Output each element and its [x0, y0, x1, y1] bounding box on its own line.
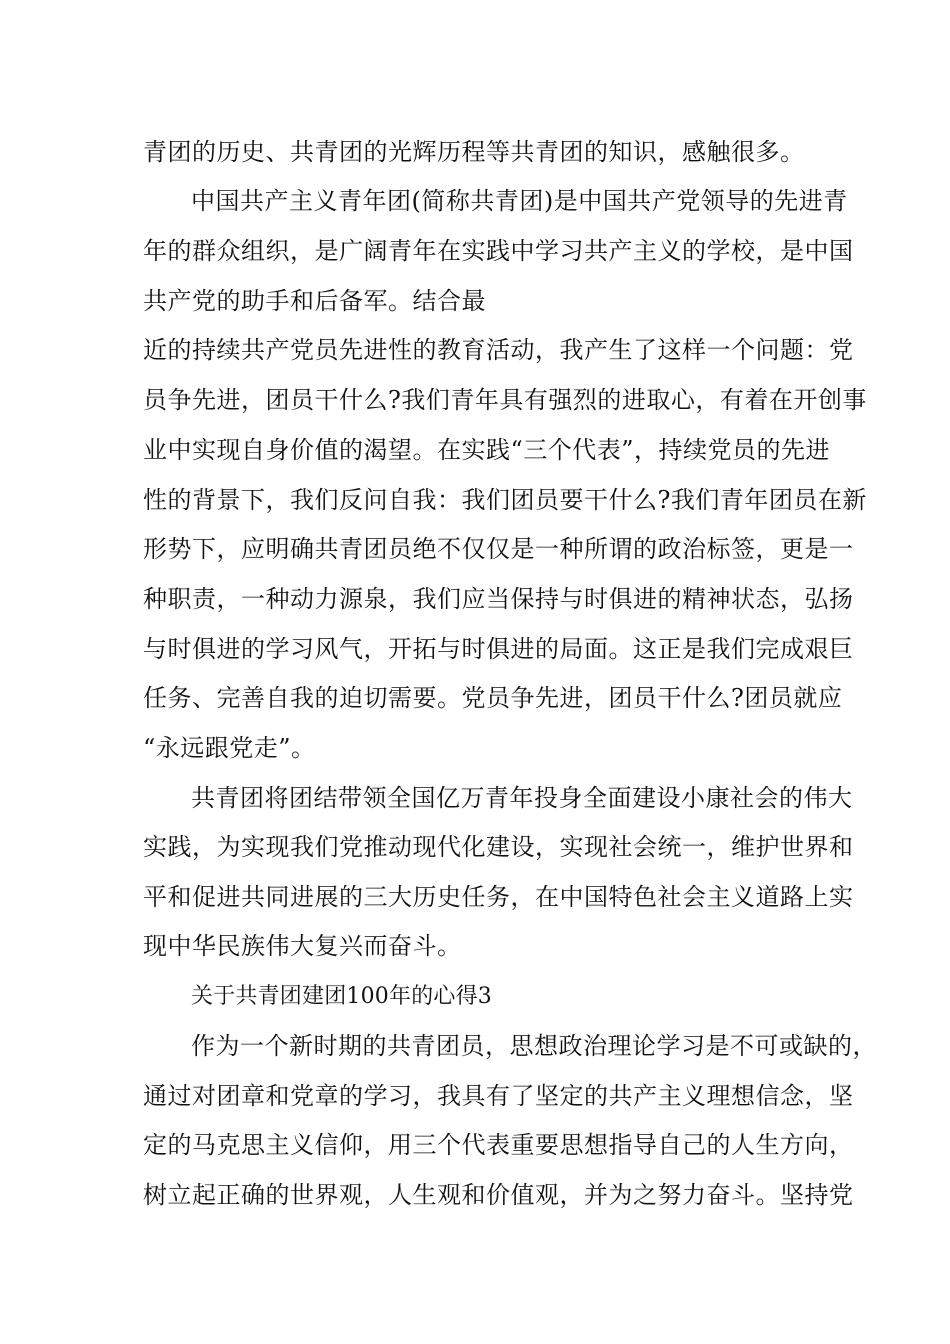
- text-line: 实践，为实现我们党推动现代化建设，实现社会统一，维护世界和: [143, 833, 854, 861]
- text-line: 性的背景下，我们反问自我：我们团员要干什么?我们青年团员在新: [143, 486, 867, 514]
- section-heading: 关于共青团建团100年的心得3: [191, 984, 492, 1009]
- text-line: 与时俱进的学习风气，开拓与时俱进的局面。这正是我们完成艰巨: [143, 635, 854, 663]
- text-line: 树立起正确的世界观，人生观和价值观，并为之努力奋斗。坚持党: [143, 1181, 854, 1209]
- text-line: 现中华民族伟大复兴而奋斗。: [143, 932, 462, 960]
- text-line: 青团的历史、共青团的光辉历程等共青团的知识，感触很多。: [143, 138, 805, 166]
- text-line: 年的群众组织，是广阔青年在实践中学习共产主义的学校，是中国: [143, 237, 854, 265]
- text-line: 形势下，应明确共青团员绝不仅仅是一种所谓的政治标签，更是一: [143, 535, 854, 563]
- text-line: 通过对团章和党章的学习，我具有了坚定的共产主义理想信念，坚: [143, 1082, 854, 1110]
- text-line: 定的马克思主义信仰，用三个代表重要思想指导自己的人生方向，: [143, 1131, 854, 1159]
- text-line: 作为一个新时期的共青团员，思想政治理论学习是不可或缺的，: [191, 1032, 877, 1060]
- text-line: 员争先进，团员干什么?我们青年具有强烈的进取心，有着在开创事: [143, 386, 867, 414]
- text-line: 种职责，一种动力源泉，我们应当保持与时俱进的精神状态，弘扬: [143, 585, 854, 613]
- text-line: 中国共产主义青年团(简称共青团)是中国共产党领导的先进青: [191, 187, 848, 215]
- text-line: “永远跟党走”。: [143, 734, 316, 762]
- text-line: 近的持续共产党员先进性的教育活动，我产生了这样一个问题：党: [143, 336, 854, 364]
- text-line: 共产党的助手和后备军。结合最: [143, 287, 486, 315]
- text-line: 共青团将团结带领全国亿万青年投身全面建设小康社会的伟大: [191, 784, 853, 812]
- text-line: 业中实现自身价值的渴望。在实践“三个代表”，持续党员的先进: [143, 436, 831, 464]
- text-line: 任务、完善自我的迫切需要。党员争先进，团员干什么?团员就应: [143, 684, 843, 712]
- text-line: 平和促进共同进展的三大历史任务，在中国特色社会主义道路上实: [143, 883, 854, 911]
